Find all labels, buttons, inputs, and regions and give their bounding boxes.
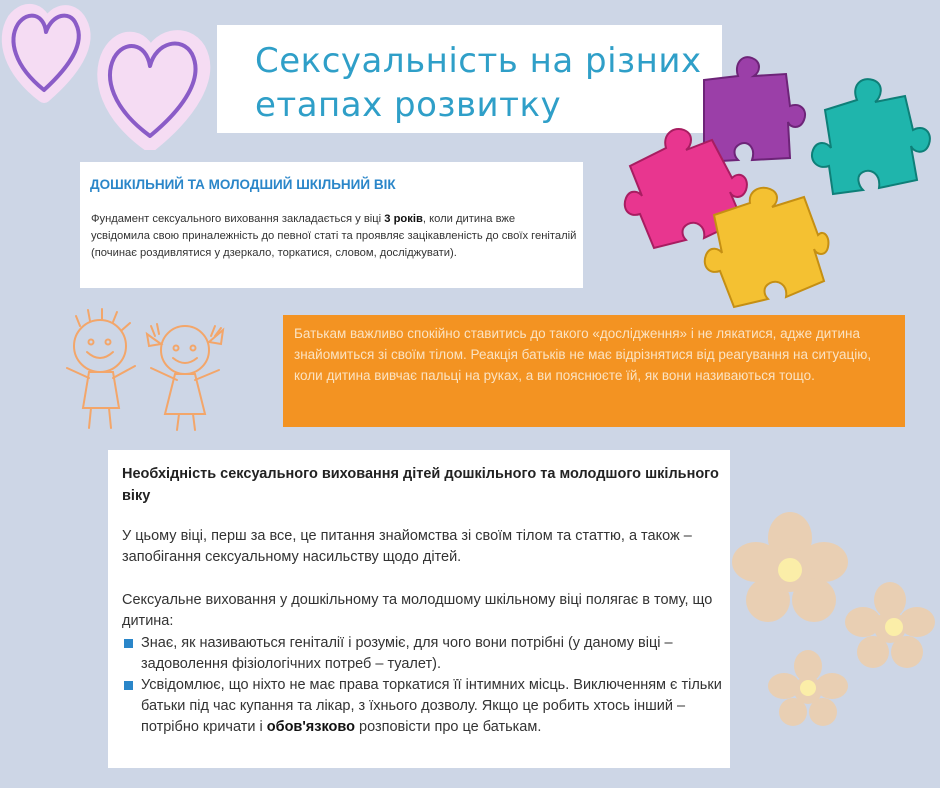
preschool-heading: ДОШКІЛЬНИЙ ТА МОЛОДШИЙ ШКІЛЬНИЙ ВІК bbox=[90, 177, 396, 192]
necessity-heading: Необхідність сексуального виховання дітей дошкільного та молодшого шкільного віку bbox=[122, 466, 719, 504]
kids-doodle-icon bbox=[45, 308, 245, 433]
flower-icon bbox=[845, 582, 935, 672]
preschool-text-age: 3 років bbox=[384, 213, 423, 225]
square-bullet-icon bbox=[124, 639, 133, 648]
list-item-text-emphasis: обов'язково bbox=[266, 719, 355, 735]
parent-note-box bbox=[283, 315, 905, 427]
list-item-text-end: розповісти про це батькам. bbox=[354, 719, 542, 735]
preschool-text-end: , коли дитина вже усвідомила свою приналежність до певної статі та проявляє зацікавленість до своїх геніталій (починає роздивлятися у дзеркало, торкатися, словом, досліджувати). bbox=[91, 213, 577, 259]
preschool-text bbox=[91, 211, 577, 262]
list-item bbox=[122, 633, 722, 675]
parent-note-text: Батькам важливо спокійно ставитись до такого «дослідження» і не лякатися, адже дитина знайомиться зі своїм тілом. Реакція батьків не має відрізнятися від реагування на ситуацію, коли дитина вивчає пальці на руках, а ви пояснюєте їй, як вони називаються тощо. bbox=[294, 326, 872, 383]
list-item-text: Знає, як називаються геніталії і розуміє, для чого вони потрібні (у даному віці – задоволення фізіологічних потреб – туалет). bbox=[141, 635, 673, 672]
necessity-paragraph-1: У цьому віці, перш за все, це питання знайомства зі своїм тілом та статтю, а також – запобігання сексуальному насильству щодо дітей. bbox=[122, 528, 692, 565]
list-item bbox=[122, 675, 722, 738]
flower-icon bbox=[730, 510, 850, 625]
necessity-list bbox=[122, 633, 722, 738]
title-line-2: етапах розвитку bbox=[255, 85, 562, 125]
necessity-paragraph-2: Сексуальне виховання у дошкільному та молодшому шкільному віці полягає в тому, що дитина: bbox=[122, 592, 713, 629]
square-bullet-icon bbox=[124, 681, 133, 690]
heart-icon bbox=[90, 20, 220, 150]
necessity-card bbox=[108, 450, 730, 768]
flower-icon bbox=[768, 650, 848, 730]
list-item-text-start: Усвідомлює, що ніхто не має права торкатися її інтимних місць. Виключенням є тільки батьки під час купання та лікар, з їхнього дозволу. Якщо це робить хтось інший – потрібно кричати і bbox=[141, 677, 722, 735]
page-title bbox=[255, 39, 702, 127]
title-line-1: Сексуальність на різних bbox=[255, 41, 702, 81]
preschool-card bbox=[80, 162, 583, 288]
preschool-text-start: Фундамент сексуального виховання закладається у віці bbox=[91, 213, 385, 225]
title-card bbox=[217, 25, 722, 133]
puzzle-icon bbox=[805, 70, 935, 200]
puzzle-icon bbox=[700, 185, 830, 310]
